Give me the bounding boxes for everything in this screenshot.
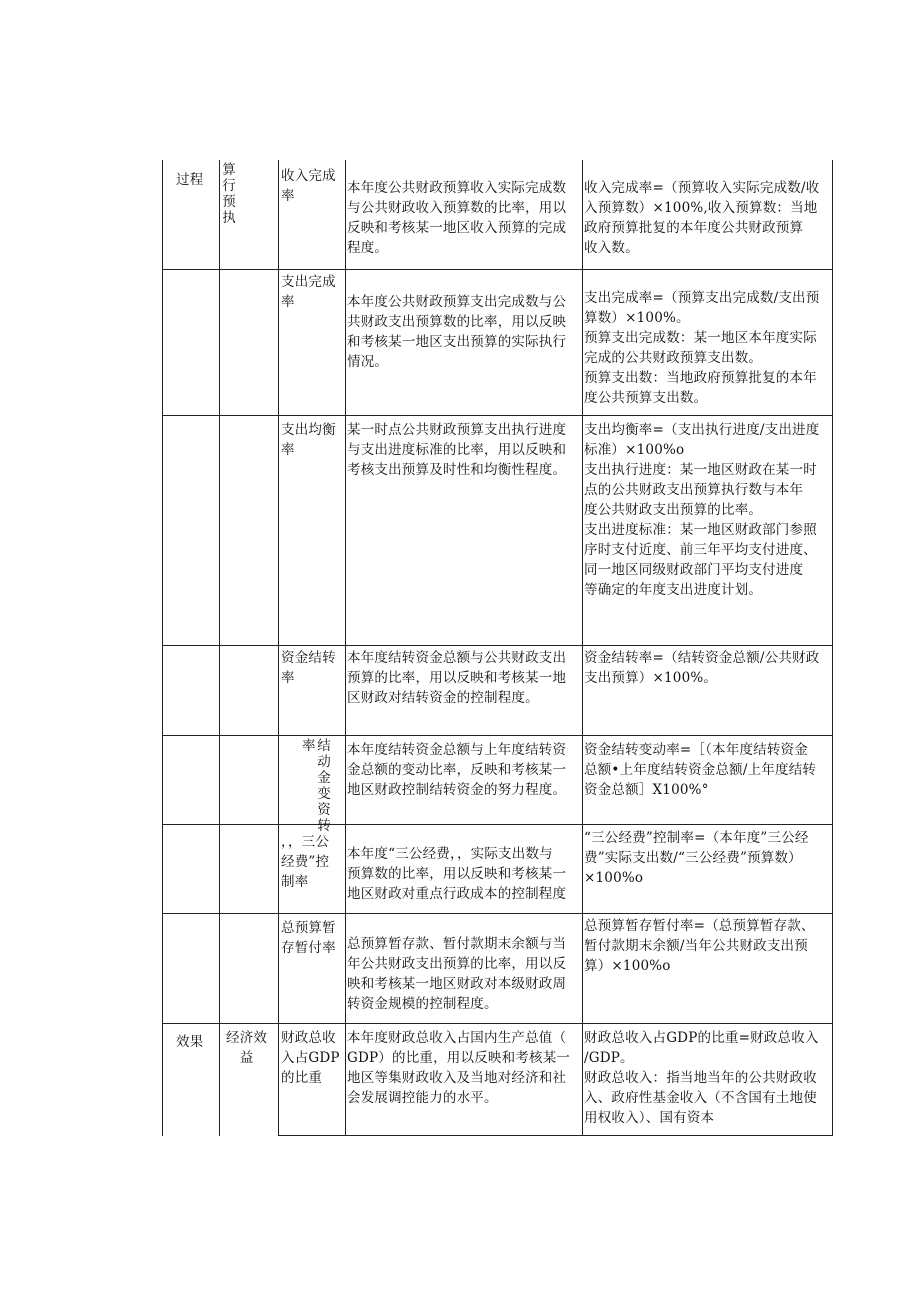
grid-line [832, 160, 833, 1136]
grid-line [162, 269, 833, 270]
grid-line [162, 913, 833, 914]
indicator-formula: 资金结转率=（结转资金总额/公共财政 支出预算）×100%。 [584, 650, 820, 686]
grid-line [219, 160, 220, 1136]
category-process: 过程 [176, 172, 204, 188]
grid-line [278, 1135, 833, 1136]
indicator-name: 支出完成 率 [281, 274, 336, 310]
indicator-formula: 财政总收入占GDP的比重=财政总收入 /GDP。 财政总收入：指当地当年的公共财政收 入、政府性基金收入（不含国有土地使 用权收入）、国有资本 [584, 1030, 819, 1126]
indicator-name: 总预算暂 存暂付率 [281, 920, 336, 956]
indicator-name-vertical: 结 动 金 变 资 转 [317, 738, 331, 834]
indicator-name: 收入完成 率 [281, 168, 336, 204]
indicator-formula: 支出完成率=（预算支出完成数/支出预 算数）×100%。 预算支出完成数：某一地区本年度实际 完成的公共财政预算支出数。 预算支出数：当地政府预算批复的本年 度公共预算支出数。 [584, 290, 820, 406]
indicator-name: ，，三公 经费”控 制率 [281, 834, 330, 890]
indicator-formula: 支出均衡率=（支出执行进度/支出进度 标准）×100%o 支出执行进度：某一地区财政在某一时 点的公共财政支出预算执行数与本年 度公共财政支出预算的比率。 支出进度标准：某一地区财政部门参照 序时支付近度、前三年平均支付进度、 同一地区同级财政部门平均支付进度 等确定的年度支出进度计划。 [584, 422, 820, 598]
indicator-definition: 本年度公共财政预算支出完成数与公 共财政支出预算数的比率，用以反映 和考核某一地区支出预算的实际执行 情况。 [347, 294, 567, 370]
grid-line [582, 160, 583, 1136]
indicator-name: 财政总收 入占GDP 的比重 [281, 1030, 340, 1086]
category-economic-benefit: 经济效 益 [226, 1030, 268, 1066]
grid-line [162, 415, 833, 416]
indicator-definition: 本年度结转资金总额与公共财政支出 预算的比率，用以反映和考核某一地 区财政对结转资金的控制程度。 [347, 650, 567, 706]
grid-line [278, 160, 279, 1136]
indicator-definition: 总预算暂存款、暂付款期末余额与当 年公共财政支出预算的比率，用以反 映和考核某一地区财政对本级财政周 转资金规模的控制程度。 [347, 936, 567, 1012]
indicator-formula: 资金结转变动率=［（本年度结转资金 总额•上年度结转资金总额/上年度结转 资金总额］X100%° [584, 742, 817, 798]
indicator-formula: 总预算暂存暂付率=（总预算暂存款、 暂付款期末余额/当年公共财政支出预 算）×100%o [584, 918, 815, 974]
category-budget-execution: 算 行 预 执 [222, 162, 236, 226]
indicator-name: 资金结转 率 [281, 650, 336, 686]
indicator-formula: 收入完成率=（预算收入实际完成数/收 入预算数）×100%,收入预算数：当地 政府预算批复的本年度公共财政预算 收入数。 [584, 180, 820, 256]
indicator-definition: 本年度“三公经费，，实际支出数与 预算数的比率，用以反映和考核某一 地区财政对重点行政成本的控制程度 [347, 846, 567, 902]
indicator-definition: 本年度财政总收入占国内生产总值（ GDP）的比重，用以反映和考核某一 地区等集财政收入及当地对经济和社 会发展调控能力的水平。 [347, 1030, 571, 1106]
grid-line [162, 1023, 833, 1024]
indicator-name: 支出均衡 率 [281, 422, 336, 458]
indicator-definition: 本年度公共财政预算收入实际完成数 与公共财政收入预算数的比率，用以 反映和考核某一地区收入预算的完成 程度。 [347, 180, 567, 256]
grid-line [162, 824, 833, 825]
grid-line [345, 160, 346, 1136]
grid-line [162, 645, 833, 646]
category-effect: 效果 [176, 1034, 204, 1050]
grid-line [162, 735, 833, 736]
indicator-definition: 本年度结转资金总额与上年度结转资 金总额的变动比率，反映和考核某一 地区财政控制结转资金的努力程度。 [347, 742, 567, 798]
grid-line [162, 160, 163, 1136]
indicator-definition: 某一时点公共财政预算支出执行进度 与支出进度标准的比率，用以反映和 考核支出预算及时性和均衡性程度。 [347, 422, 567, 478]
indicator-formula: “三公经费”控制率=（本年度”三公经 费”实际支出数/“三公经费”预算数） ×100%o [584, 830, 809, 886]
indicator-name-prefix: 率 [302, 738, 316, 754]
